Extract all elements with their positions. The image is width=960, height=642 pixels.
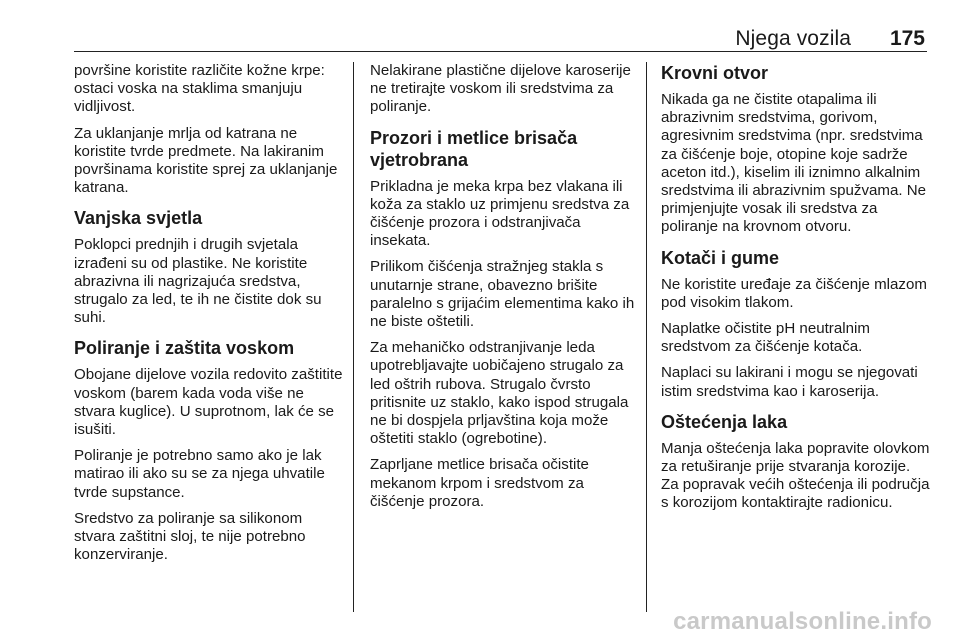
paragraph: Prikladna je meka krpa bez vlakana ili koža za staklo uz primjenu sredstva za čišćenje prozora i odstranjivača insekata. <box>370 177 630 250</box>
paragraph: Poklopci prednjih i drugih svjetala izrađeni su od plastike. Ne koristite abrazivna ili nagrizajuća sredstva, strugalo za led, te ih ne čistite dok su suhi. <box>74 236 322 327</box>
paragraph: Naplaci su lakirani i mogu se njegovati istim sredstvima kao i karoserija. <box>661 364 918 400</box>
column-middle <box>370 62 640 519</box>
section-heading-sunroof: Krovni otvor <box>661 63 769 83</box>
section-heading-exterior-lights: Vanjska svjetla <box>74 208 203 229</box>
section-heading-polishing: Poliranje i zaštita voskom <box>74 338 295 359</box>
paragraph: Nikada ga ne čistite otapalima ili abrazivnim sredstvima, gorivom, agresivnim sredstvima (npr. sredstvima za čišćenje boje, otopine koje sadrže aceton itd.), kiselim ili iznimno alkalnim sredstvima ili abrazivnim spužvama. Ne primjenjujte vosak ili sredstva za poliranje na krovnom otvoru. <box>661 91 927 236</box>
paragraph: Poliranje je potrebno samo ako je lak matirao ili ako su se za njega uhvatile tvrde supstance. <box>74 447 325 501</box>
paragraph: Prilikom čišćenja stražnjeg stakla s unutarnje strane, obavezno brišite paralelno s grijaćim elementima kako ih ne biste oštetili. <box>370 258 635 331</box>
column-divider <box>646 62 647 612</box>
paragraph: površine koristite različite kožne krpe: ostaci voska na staklima smanjuju vidljivost. <box>74 62 325 116</box>
paragraph: Za mehaničko odstranjivanje leda upotrebljavajte uobičajeno strugalo za led oštrih rubova. Strugalo čvrsto pritisnite uz staklo, kako ispod strugala ne bi dospjela prljavština koja može oštetiti staklo (ogrebotine). <box>370 339 629 448</box>
paragraph: Zaprljane metlice brisača očistite mekanom krpom i sredstvom za čišćenje prozora. <box>370 456 589 510</box>
header-rule <box>74 51 927 52</box>
paragraph: Ne koristite uređaje za čišćenje mlazom pod visokim tlakom. <box>661 275 927 311</box>
column-divider <box>353 62 354 612</box>
paragraph: Manja oštećenja laka popravite olovkom za retuširanje prije stvaranja korozije. Za popravak većih oštećenja ili područja s korozijom kontaktirajte radionicu. <box>661 439 930 512</box>
page-header <box>74 0 927 50</box>
section-heading-wheels-tyres: Kotači i gume <box>661 247 780 268</box>
page-number: 175 <box>889 27 925 50</box>
chapter-title: Njega vozila <box>735 27 851 50</box>
paragraph: Za uklanjanje mrlja od katrana ne koristite tvrde predmete. Na lakiranim površinama koristite sprej za uklanjanje katrana. <box>74 124 338 197</box>
watermark: carmanualsonline.info <box>673 608 932 635</box>
column-left <box>74 62 344 572</box>
section-heading-paint-damage: Oštećenja laka <box>661 411 788 432</box>
section-heading-windows-wipers: Prozori i metlice brisača vjetrobrana <box>370 127 578 170</box>
column-right <box>661 62 931 521</box>
paragraph: Sredstvo za poliranje sa silikonom stvara zaštitni sloj, te nije potrebno konzerviranje. <box>74 509 306 564</box>
paragraph: Naplatke očistite pH neutralnim sredstvom za čišćenje kotača. <box>661 320 870 356</box>
paragraph: Nelakirane plastične dijelove karoserije ne tretirajte voskom ili sredstvima za poliranje. <box>370 62 631 116</box>
paragraph: Obojane dijelove vozila redovito zaštitite voskom (barem kada voda više ne stvara kuglice). U suprotnom, lak će se isušiti. <box>74 366 343 439</box>
